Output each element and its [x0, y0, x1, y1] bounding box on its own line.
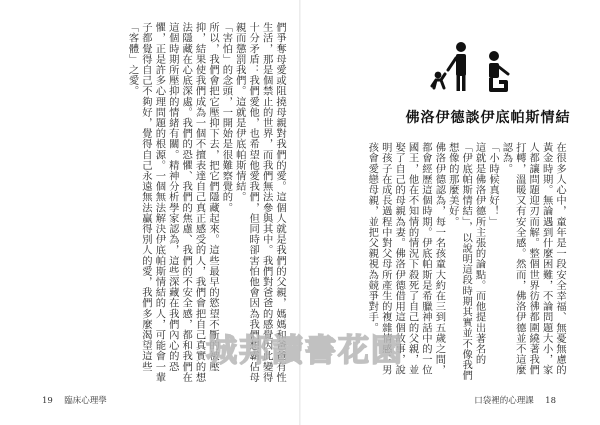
right-running-head: 口袋裡的心理課	[474, 396, 534, 406]
right-page-footer	[474, 394, 556, 406]
left-page-footer	[42, 394, 107, 406]
right-page-number: 18	[545, 396, 556, 406]
parent-and-child-figures-icon	[428, 38, 538, 93]
watermark-logo: 城邦讀書花園	[206, 333, 404, 369]
left-page-body-text: 們爭奪母愛或阻撓母親對我們的愛。這個人就是我們的父親，媽媽和爸爸有性生活，那是個禁止的世界，而我們無法參與其中。我們對爸爸的感覺因此變得十分矛盾：我們愛他，也希望他愛我們，但同時卻害怕他會因為我們想霸佔母親而懲罰我們。這就是伊底帕斯情結。 「害怕」的念頭，一開始是很難察覺的。 所以，我們會把它壓抑下去，把它們隱藏起來。這些最早的慾望不斷的被壓抑，結果使我們成為一個不擅表達自己真正感受的人，我們會把自己真實的想法隱藏在心底深處。我們的恐懼、我們的焦慮、我們的不安全感，都和我們在這個時期所壓抑的情緒有關。精神分析學家認為，這些深藏在我們內心的恐懼，正是許多心理問題的根源。一個無法解決伊底帕斯情結的人，可能會一輩子都覺得自己不夠好，覺得自己永遠無法贏得別人的愛，我們多麼渴望這些「客體」之愛。	[126, 22, 286, 383]
chapter-title: 佛洛伊德談伊底帕斯情結	[405, 110, 571, 126]
right-page-body-text: 在很多人心中，童年是一段安全幸福、無憂無慮的黃金時期。無論遇到什麼困難，不論問題大小，家人都讓問題迎刃而解。整個世界彷彿都圍繞著我們打轉，溫暖又有安全感。然而，佛洛伊德並不這麼認為。 「小時候真好！」 這就是佛洛伊德所主張的論點。而他提出著名的「伊底帕斯情結」，以說明這段時期其實並不像我們想像的那麼美好。 佛洛伊德認為，每一名孩童大約在三到五歲之間，都會經歷這個時期。伊底帕斯是希臘神話中的一位國王，他在不知情的情況下殺死了自己的父親，並娶了自己的母親為妻。佛洛伊德借用這個故事，說明孩子在成長過程中對父母所產生的複雜情感：男孩會愛戀母親，並把父親視為競爭對手。	[366, 142, 566, 381]
left-page-number: 19	[42, 396, 53, 406]
left-running-head: 臨床心理學	[64, 396, 107, 406]
